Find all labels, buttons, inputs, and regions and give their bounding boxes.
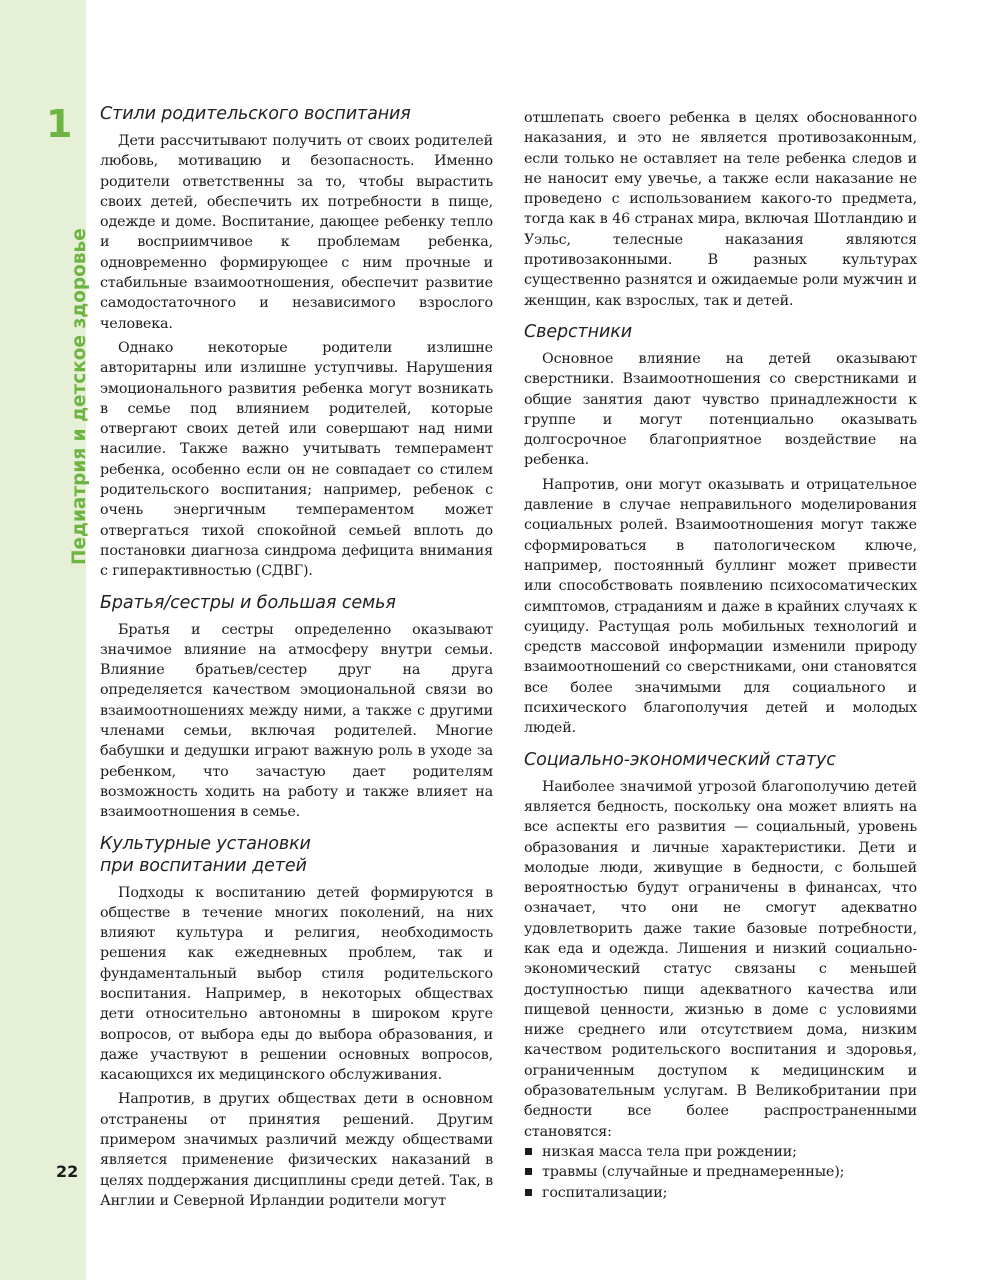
heading-siblings: Братья/сестры и большая семья [100,592,396,613]
heading-socioeconomic-status: Социально-экономический статус [524,749,836,770]
paragraph: отшлепать своего ребенка в целях обоснованного наказания, и это не является противозаконным, если только не оставляет на теле ребенка следов и не наносит ему увечье, а также если наказание не проведено с использованием какого-то предмета, тогда как в 46 странах мира, включая Шотландию и Уэльс, телесные наказания являются противозаконными. В разных культурах существенно разнятся и ожидаемые роли мужчин и женщин, как взрослых, так и детей. [524,110,917,309]
heading-line: Культурные установки [100,833,311,854]
heading-peers: Сверстники [524,321,632,342]
chapter-number: 1 [46,102,73,146]
paragraph: Напротив, в других обществах дети в основном отстранены от принятия решений. Другим примером значимых различий между обществами является применение физических наказаний в целях поддержания дисциплины среди детей. Так, в Англии и Северной Ирландии родители могут [100,1091,493,1209]
left-column [100,103,493,1211]
chapter-sidebar [0,0,90,1280]
chapter-title: Педиатрия и детское здоровье [69,228,90,565]
list-item: травмы (случайные и преднамеренные); [524,1162,917,1182]
paragraph: Подходы к воспитанию детей формируются в обществе в течение многих поколений, на них влияют культура и религия, необходимость решения как ежедневных проблем, так и фундаментальный выбор стиля родительского воспитания. Например, в некоторых обществах дети относительно автономны в широком круге вопросов, от выбора еды до выбора образования, и даже участвуют в решении основных вопросов, касающихся их медицинского обслуживания. [100,884,493,1084]
bullet-list [524,1142,917,1203]
page-number: 22 [56,1162,79,1181]
paragraph: Однако некоторые родители излишне авторитарны или излишне уступчивы. Нарушения эмоционального развития ребенка могут возникать в семье под влиянием родителей, которые отвергают своих детей или совершают над ними насилие. Также важно учитывать темперамент ребенка, особенно если он не совпадает со стилем родительского воспитания; например, ребенок с очень энергичным темпераментом может отвергаться тихой спокойной семьей вплоть до постановки диагноза синдрома дефицита внимания с гиперактивностью (СДВГ). [100,339,493,580]
list-item: госпитализации; [524,1183,917,1203]
paragraph: Напротив, они могут оказывать и отрицательное давление в случае неправильного моделирования социальных ролей. Взаимоотношения могут также сформироваться в патологическом ключе, например, постоянный буллинг может привести или способствовать появлению психосоматических симптомов, страданиям и даже в крайних случаях к суициду. Растущая роль мобильных технологий и средств массовой информации изменили природу взаимоотношений со сверстниками, они становятся все более значимыми для социального и психического благополучия детей и молодых людей. [524,476,917,737]
paragraph: Основное влияние на детей оказывают сверстники. Взаимоотношения со сверстниками и общие занятия дают чувство принадлежности к группе и могут потенциально оказывать долгосрочное благоприятное воздействие на ребенка. [524,350,917,469]
heading-line: при воспитании детей [100,855,307,876]
list-item: низкая масса тела при рождении; [524,1142,917,1162]
paragraph: Братья и сестры определенно оказывают значимое влияние на атмосферу внутри семьи. Влияние братьев/сестер друг на друга определяется качеством эмоциональной связи во взаимоотношениях между ними, а также с другими членами семьи, включая родителей. Многие бабушки и дедушки играют важную роль в уходе за ребенком, что зачастую дает родителям возможность ходить на работу и также влияет на взаимоотношения в семье. [100,621,493,821]
right-column [524,108,917,1203]
heading-parenting-styles: Стили родительского воспитания [100,104,411,124]
heading-cultural-attitudes [100,833,493,877]
paragraph: Дети рассчитывают получить от своих родителей любовь, мотивацию и безопасность. Именно родители ответственны за то, чтобы вырастить своих детей, обеспечить их потребности в пище, одежде и доме. Воспитание, дающее ребенку тепло и восприимчивое к проблемам ребенка, одновременно формирующее с ним прочные и стабильные взаимоотношения, обеспечит развитие самодостаточного и независимого взрослого человека. [100,133,493,332]
paragraph: Наиболее значимой угрозой благополучию детей является бедность, поскольку она может влиять на все аспекты его развития — социальный, уровень образования и личные характеристики. Дети и молодые люди, живущие в бедности, с большей вероятностью будут ограничены в финансах, что означает, что они не смогут адекватно удовлетворить даже такие базовые потребности, как еда и одежда. Лишения и низкий социально-экономический статус связаны с меньшей доступностью пищи адекватного качества или пищевой ценности, жизнью в доме с условиями ниже среднего или отсутствием дома, низким качеством родительского воспитания и здоровья, ограниченным доступом к медицинским и образовательным услугам. В Великобритании при бедности все более распространенными становятся: [524,778,917,1140]
